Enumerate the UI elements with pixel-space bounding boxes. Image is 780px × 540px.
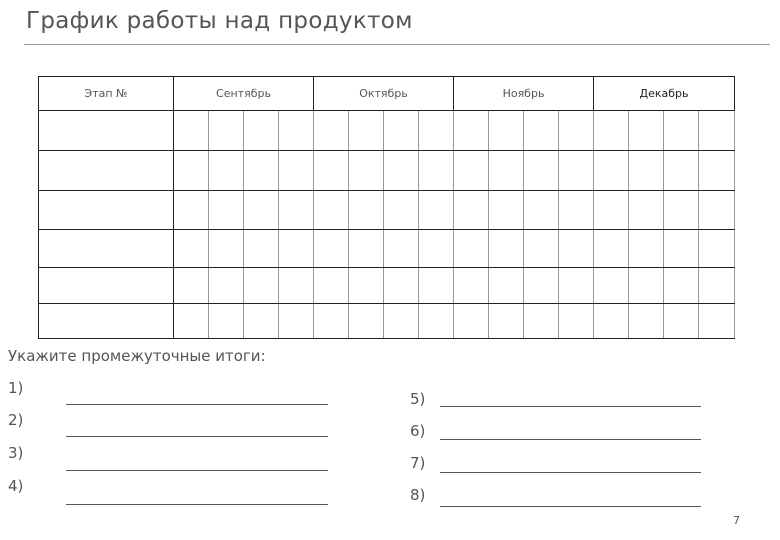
title-divider (24, 44, 770, 45)
week-cell[interactable] (454, 151, 489, 191)
week-cell[interactable] (419, 111, 454, 151)
week-cell[interactable] (174, 111, 209, 151)
item-2-line[interactable] (66, 436, 328, 437)
week-cell[interactable] (314, 111, 349, 151)
week-cell[interactable] (629, 191, 664, 230)
week-cell[interactable] (629, 230, 664, 268)
item-1-line[interactable] (66, 404, 328, 405)
week-cell[interactable] (349, 111, 384, 151)
item-7-line[interactable] (440, 472, 701, 473)
week-cell[interactable] (664, 304, 699, 339)
week-cell[interactable] (209, 230, 244, 268)
week-cell[interactable] (594, 304, 629, 339)
stage-cell[interactable] (39, 111, 174, 151)
week-cell[interactable] (664, 111, 699, 151)
week-cell[interactable] (349, 230, 384, 268)
week-cell[interactable] (489, 111, 524, 151)
week-cell[interactable] (279, 230, 314, 268)
week-cell[interactable] (384, 230, 419, 268)
week-cell[interactable] (349, 151, 384, 191)
week-cell[interactable] (279, 111, 314, 151)
week-cell[interactable] (559, 151, 594, 191)
week-cell[interactable] (489, 304, 524, 339)
item-8-label: 8) (410, 486, 426, 504)
week-cell[interactable] (699, 268, 735, 304)
week-cell[interactable] (559, 268, 594, 304)
week-cell[interactable] (244, 268, 279, 304)
item-8-line[interactable] (440, 506, 701, 507)
week-cell[interactable] (664, 268, 699, 304)
stage-cell[interactable] (39, 304, 174, 339)
week-cell[interactable] (594, 111, 629, 151)
week-cell[interactable] (594, 268, 629, 304)
item-5-label: 5) (410, 390, 426, 408)
week-cell[interactable] (524, 304, 559, 339)
header-september: Сентябрь (174, 77, 314, 111)
week-cell[interactable] (279, 191, 314, 230)
week-cell[interactable] (279, 268, 314, 304)
week-cell[interactable] (384, 304, 419, 339)
table-header-row (39, 77, 735, 111)
week-cell[interactable] (559, 304, 594, 339)
page-number: 7 (733, 514, 740, 527)
week-cell[interactable] (419, 230, 454, 268)
week-cell[interactable] (489, 230, 524, 268)
week-cell[interactable] (699, 191, 735, 230)
week-cell[interactable] (419, 304, 454, 339)
week-cell[interactable] (209, 191, 244, 230)
week-cell[interactable] (314, 268, 349, 304)
week-cell[interactable] (524, 151, 559, 191)
week-cell[interactable] (559, 230, 594, 268)
week-cell[interactable] (314, 191, 349, 230)
week-cell[interactable] (419, 151, 454, 191)
item-3-line[interactable] (66, 470, 328, 471)
week-cell[interactable] (244, 304, 279, 339)
week-cell[interactable] (489, 151, 524, 191)
item-5-line[interactable] (440, 406, 701, 407)
table-row (39, 230, 735, 268)
week-cell[interactable] (699, 230, 735, 268)
week-cell[interactable] (524, 268, 559, 304)
week-cell[interactable] (209, 304, 244, 339)
week-cell[interactable] (314, 304, 349, 339)
week-cell[interactable] (384, 191, 419, 230)
item-2-label: 2) (8, 411, 24, 429)
stage-cell[interactable] (39, 230, 174, 268)
week-cell[interactable] (174, 230, 209, 268)
week-cell[interactable] (454, 230, 489, 268)
week-cell[interactable] (244, 230, 279, 268)
week-cell[interactable] (174, 151, 209, 191)
week-cell[interactable] (559, 191, 594, 230)
table-body (39, 111, 735, 339)
week-cell[interactable] (419, 191, 454, 230)
table-row (39, 268, 735, 304)
week-cell[interactable] (664, 230, 699, 268)
week-cell[interactable] (489, 268, 524, 304)
week-cell[interactable] (384, 268, 419, 304)
item-3-label: 3) (8, 444, 24, 462)
week-cell[interactable] (349, 268, 384, 304)
week-cell[interactable] (349, 191, 384, 230)
week-cell[interactable] (524, 191, 559, 230)
week-cell[interactable] (524, 111, 559, 151)
week-cell[interactable] (209, 151, 244, 191)
week-cell[interactable] (349, 304, 384, 339)
week-cell[interactable] (244, 191, 279, 230)
stage-cell[interactable] (39, 151, 174, 191)
item-6-line[interactable] (440, 439, 701, 440)
subtotals-prompt: Укажите промежуточные итоги: (8, 347, 266, 365)
week-cell[interactable] (664, 151, 699, 191)
week-cell[interactable] (454, 111, 489, 151)
week-cell[interactable] (314, 151, 349, 191)
item-4-line[interactable] (66, 504, 328, 505)
table-row (39, 111, 735, 151)
week-cell[interactable] (384, 111, 419, 151)
week-cell[interactable] (594, 191, 629, 230)
week-cell[interactable] (559, 111, 594, 151)
week-cell[interactable] (419, 268, 454, 304)
week-cell[interactable] (664, 191, 699, 230)
week-cell[interactable] (629, 304, 664, 339)
table-row (39, 304, 735, 339)
week-cell[interactable] (489, 191, 524, 230)
header-october: Октябрь (314, 77, 454, 111)
item-7-label: 7) (410, 454, 426, 472)
week-cell[interactable] (244, 151, 279, 191)
week-cell[interactable] (454, 304, 489, 339)
table-row (39, 151, 735, 191)
table-row (39, 191, 735, 230)
item-6-label: 6) (410, 422, 426, 440)
week-cell[interactable] (209, 111, 244, 151)
page-title: График работы над продуктом (26, 8, 413, 34)
week-cell[interactable] (594, 151, 629, 191)
week-cell[interactable] (174, 304, 209, 339)
header-stage: Этап № (39, 77, 174, 111)
header-december: Декабрь (594, 77, 735, 111)
item-1-label: 1) (8, 379, 24, 397)
week-cell[interactable] (174, 191, 209, 230)
week-cell[interactable] (699, 304, 735, 339)
week-cell[interactable] (209, 268, 244, 304)
week-cell[interactable] (629, 268, 664, 304)
week-cell[interactable] (594, 230, 629, 268)
week-cell[interactable] (279, 304, 314, 339)
week-cell[interactable] (699, 111, 735, 151)
week-cell[interactable] (174, 268, 209, 304)
stage-cell[interactable] (39, 191, 174, 230)
week-cell[interactable] (699, 151, 735, 191)
week-cell[interactable] (384, 151, 419, 191)
week-cell[interactable] (454, 191, 489, 230)
week-cell[interactable] (314, 230, 349, 268)
item-4-label: 4) (8, 477, 24, 495)
week-cell[interactable] (279, 151, 314, 191)
week-cell[interactable] (629, 111, 664, 151)
header-november: Ноябрь (454, 77, 594, 111)
week-cell[interactable] (454, 268, 489, 304)
week-cell[interactable] (524, 230, 559, 268)
week-cell[interactable] (629, 151, 664, 191)
stage-cell[interactable] (39, 268, 174, 304)
schedule-table (38, 76, 735, 339)
week-cell[interactable] (244, 111, 279, 151)
